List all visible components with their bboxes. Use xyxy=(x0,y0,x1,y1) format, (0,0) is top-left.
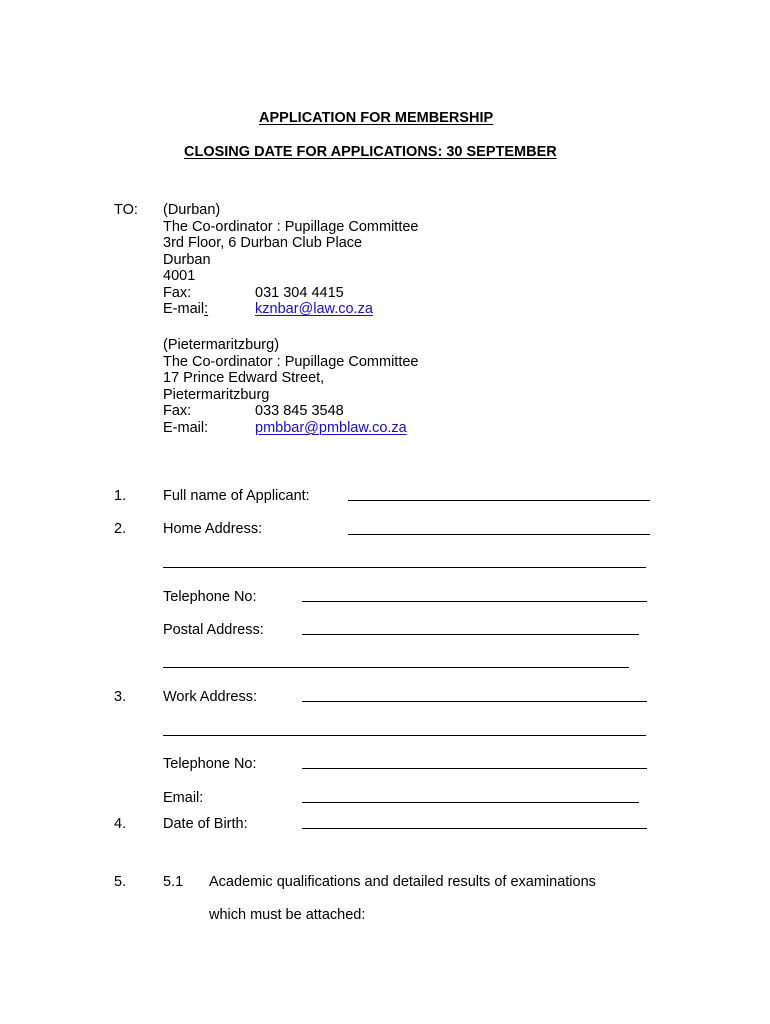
to-label: TO: xyxy=(114,202,138,218)
item1-label: Full name of Applicant: xyxy=(163,488,310,504)
durban-fax-label: Fax: xyxy=(163,284,192,301)
pmb-email-label: E-mail: xyxy=(163,419,209,436)
item1-number: 1. xyxy=(114,488,127,504)
work-email-label: Email: xyxy=(163,790,204,806)
pmb-fax-row xyxy=(163,403,418,420)
work-telephone-field[interactable] xyxy=(302,768,647,769)
durban-email-link[interactable]: kznbar@law.co.za xyxy=(255,301,373,317)
postal-address-label: Postal Address: xyxy=(163,622,264,638)
work-address-field-2[interactable] xyxy=(163,735,646,736)
pmb-region: (Pietermaritzburg) xyxy=(163,337,280,353)
pmb-line2: 17 Prince Edward Street, xyxy=(163,370,325,386)
durban-address xyxy=(163,202,418,318)
item4-label: Date of Birth: xyxy=(163,816,248,832)
page-title: APPLICATION FOR MEMBERSHIP xyxy=(259,110,494,126)
pmb-email-row xyxy=(163,420,418,437)
closing-date-heading: CLOSING DATE FOR APPLICATIONS: 30 SEPTEMBER xyxy=(184,144,557,160)
durban-email-label xyxy=(163,301,255,318)
durban-line1: The Co-ordinator : Pupillage Committee xyxy=(163,218,419,235)
item2-number: 2. xyxy=(114,521,127,537)
durban-line2: 3rd Floor, 6 Durban Club Place xyxy=(163,235,363,251)
item5-text-line1: Academic qualifications and detailed results of examinations xyxy=(209,874,596,890)
pmb-fax-label: Fax: xyxy=(163,403,192,419)
durban-fax-value: 031 304 4415 xyxy=(255,284,344,301)
home-telephone-field[interactable] xyxy=(302,601,647,602)
item3-label: Work Address: xyxy=(163,689,258,705)
home-telephone-label: Telephone No: xyxy=(163,589,257,605)
pmb-address xyxy=(163,337,418,436)
durban-email-row xyxy=(163,301,418,318)
item5-number: 5. xyxy=(114,874,127,890)
date-of-birth-field[interactable] xyxy=(302,828,647,829)
pmb-email-link[interactable]: pmbbar@pmblaw.co.za xyxy=(255,419,407,436)
pmb-line1: The Co-ordinator : Pupillage Committee xyxy=(163,353,419,370)
postal-address-field-1[interactable] xyxy=(302,634,639,635)
home-address-field-1[interactable] xyxy=(348,534,650,535)
pmb-fax-value: 033 845 3548 xyxy=(255,403,344,419)
durban-line4: 4001 xyxy=(163,268,196,284)
home-address-field-2[interactable] xyxy=(163,567,646,568)
item5-sub-number: 5.1 xyxy=(163,874,184,890)
full-name-field[interactable] xyxy=(348,500,650,501)
item4-number: 4. xyxy=(114,816,127,832)
work-address-field-1[interactable] xyxy=(302,701,647,702)
item5-text-line2: which must be attached: xyxy=(209,907,366,923)
pmb-line3: Pietermaritzburg xyxy=(163,386,270,403)
item2-label: Home Address: xyxy=(163,521,263,537)
durban-line3: Durban xyxy=(163,251,211,268)
durban-fax-row xyxy=(163,285,418,302)
work-email-field[interactable] xyxy=(302,802,639,803)
postal-address-field-2[interactable] xyxy=(163,667,629,668)
item3-number: 3. xyxy=(114,689,127,705)
durban-email-label-colon: : xyxy=(204,301,209,317)
durban-email-label-main: E-mail xyxy=(163,301,205,317)
durban-region: (Durban) xyxy=(163,202,221,218)
work-telephone-label: Telephone No: xyxy=(163,756,257,772)
